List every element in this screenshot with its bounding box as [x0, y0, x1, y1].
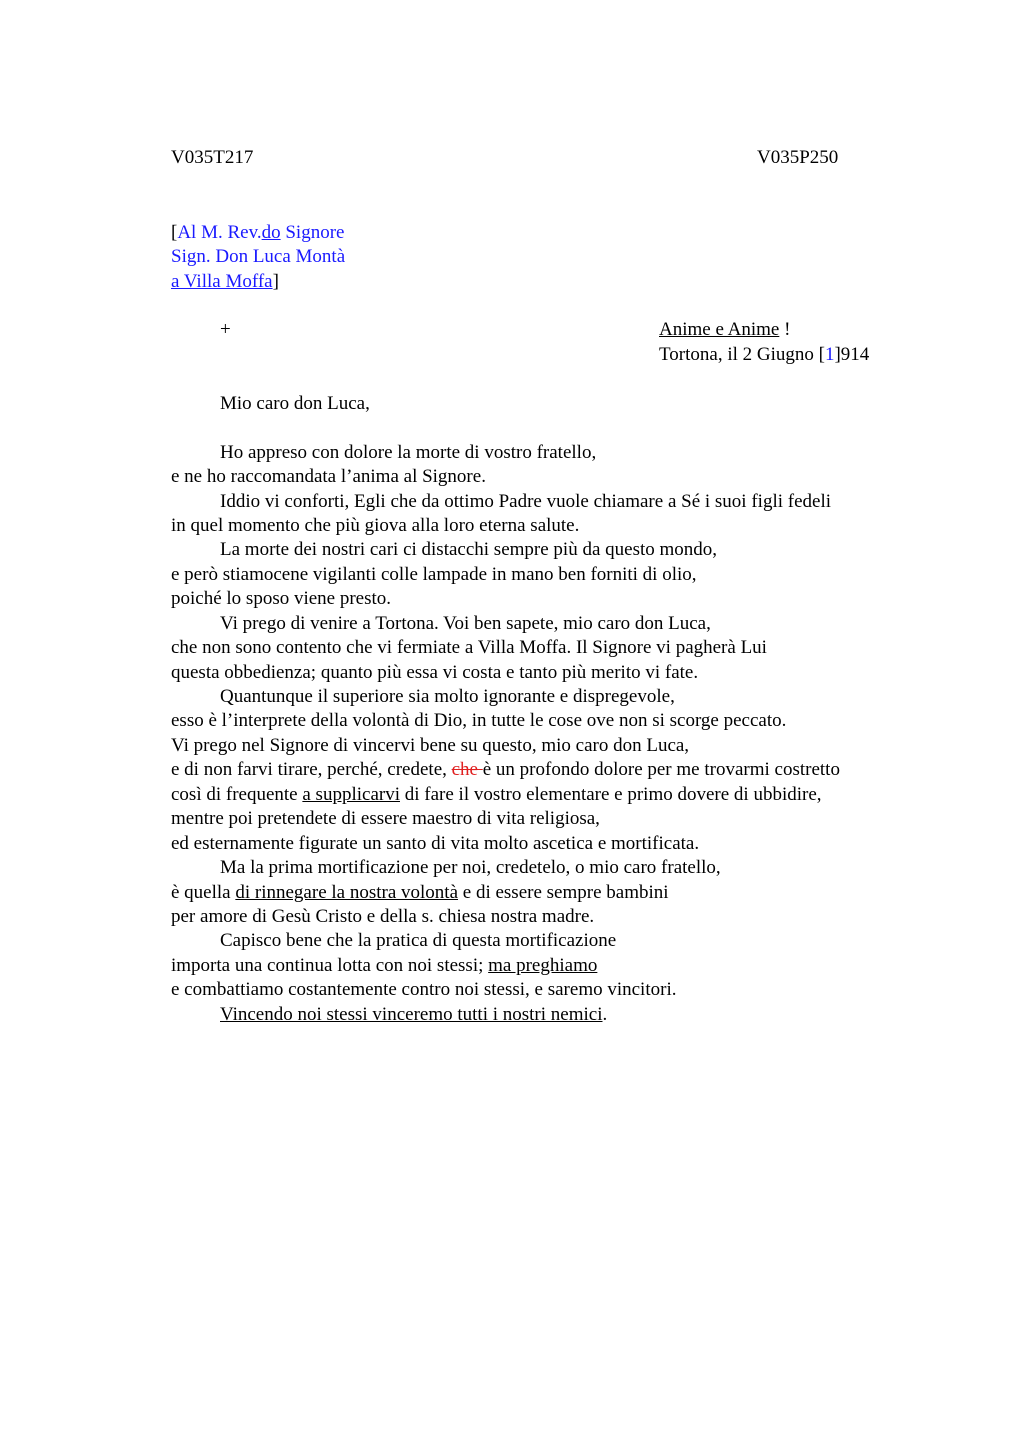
- body-text: e di non farvi tirare, perché, credete,: [171, 759, 452, 780]
- motto-text: Anime e Anime: [659, 319, 780, 340]
- motto-punct: !: [779, 319, 791, 340]
- body-line: Vi prego nel Signore di vincervi bene su questo, mio caro don Luca,: [171, 735, 690, 756]
- body-line: [171, 955, 597, 977]
- header-left-code: V035T217: [171, 147, 254, 168]
- body-text: .: [602, 1004, 608, 1025]
- dateline: [659, 344, 869, 366]
- body-line: [171, 784, 822, 806]
- underlined-phrase: Vincendo noi stessi vinceremo tutti i nostri nemici: [220, 1004, 603, 1025]
- body-text: è quella: [171, 882, 236, 903]
- dateline-year-rest: ]914: [834, 344, 870, 365]
- address-open-bracket: [: [171, 222, 178, 243]
- body-line: e ne ho raccomandata l’anima al Signore.: [171, 466, 486, 487]
- address-close-bracket: ]: [272, 271, 279, 292]
- dateline-year-digit: 1: [824, 344, 835, 365]
- body-line: ed esternamente figurate un santo di vita molto ascetica e mortificata.: [171, 833, 700, 854]
- body-line: [171, 882, 669, 904]
- address-title-superscript: do: [261, 222, 281, 243]
- body-line: Ma la prima mortificazione per noi, credetelo, o mio caro fratello,: [220, 857, 721, 878]
- motto: [659, 319, 790, 341]
- address-place: a Villa Moffa: [171, 271, 273, 292]
- body-line: questa obbedienza; quanto più essa vi costa e tanto più merito vi fate.: [171, 662, 699, 683]
- body-line: esso è l’interprete della volontà di Dio, in tutte le cose ove non si scorge peccato.: [171, 710, 787, 731]
- address-title-rest: Signore: [280, 222, 345, 243]
- body-line: Quantunque il superiore sia molto ignorante e dispregevole,: [220, 686, 675, 707]
- address-line-1: [171, 222, 344, 244]
- body-line: e combattiamo costantemente contro noi stessi, e saremo vincitori.: [171, 979, 677, 1000]
- underlined-phrase: a supplicarvi: [302, 784, 400, 805]
- body-text: importa una continua lotta con noi stessi;: [171, 955, 489, 976]
- body-line: per amore di Gesù Cristo e della s. chiesa nostra madre.: [171, 906, 595, 927]
- body-line: mentre poi pretendete di essere maestro di vita religiosa,: [171, 808, 600, 829]
- body-line: che non sono contento che vi fermiate a Villa Moffa. Il Signore vi pagherà Lui: [171, 637, 767, 658]
- address-line-2: Sign. Don Luca Montà: [171, 246, 346, 267]
- body-text: è un profondo dolore per me trovarmi costretto: [482, 759, 840, 780]
- body-line: Ho appreso con dolore la morte di vostro fratello,: [220, 442, 597, 463]
- body-line: Iddio vi conforti, Egli che da ottimo Padre vuole chiamare a Sé i suoi figli fedeli: [220, 491, 831, 512]
- body-line: La morte dei nostri cari ci distacchi sempre più da questo mondo,: [220, 539, 718, 560]
- address-title: Al M. Rev.: [177, 222, 262, 243]
- body-line: in quel momento che più giova alla loro eterna salute.: [171, 515, 580, 536]
- body-line: [220, 1004, 607, 1026]
- body-text: così di frequente: [171, 784, 303, 805]
- body-line: [171, 759, 840, 781]
- body-line: Capisco bene che la pratica di questa mortificazione: [220, 930, 617, 951]
- underlined-phrase: ma preghiamo: [488, 955, 598, 976]
- struck-word: che: [451, 759, 483, 780]
- body-line: Vi prego di venire a Tortona. Voi ben sapete, mio caro don Luca,: [220, 613, 711, 634]
- header-right-code: V035P250: [757, 147, 839, 168]
- body-text: e di essere sempre bambini: [458, 882, 669, 903]
- body-text: di fare il vostro elementare e primo dovere di ubbidire,: [399, 784, 822, 805]
- cross-symbol: +: [220, 319, 231, 340]
- salutation: Mio caro don Luca,: [220, 393, 370, 414]
- underlined-phrase: di rinnegare la nostra volontà: [235, 882, 459, 903]
- dateline-place-date: Tortona, il 2 Giugno [: [659, 344, 825, 365]
- address-line-3: [171, 271, 279, 293]
- body-line: poiché lo sposo viene presto.: [171, 588, 392, 609]
- body-line: e però stiamocene vigilanti colle lampade in mano ben forniti di olio,: [171, 564, 697, 585]
